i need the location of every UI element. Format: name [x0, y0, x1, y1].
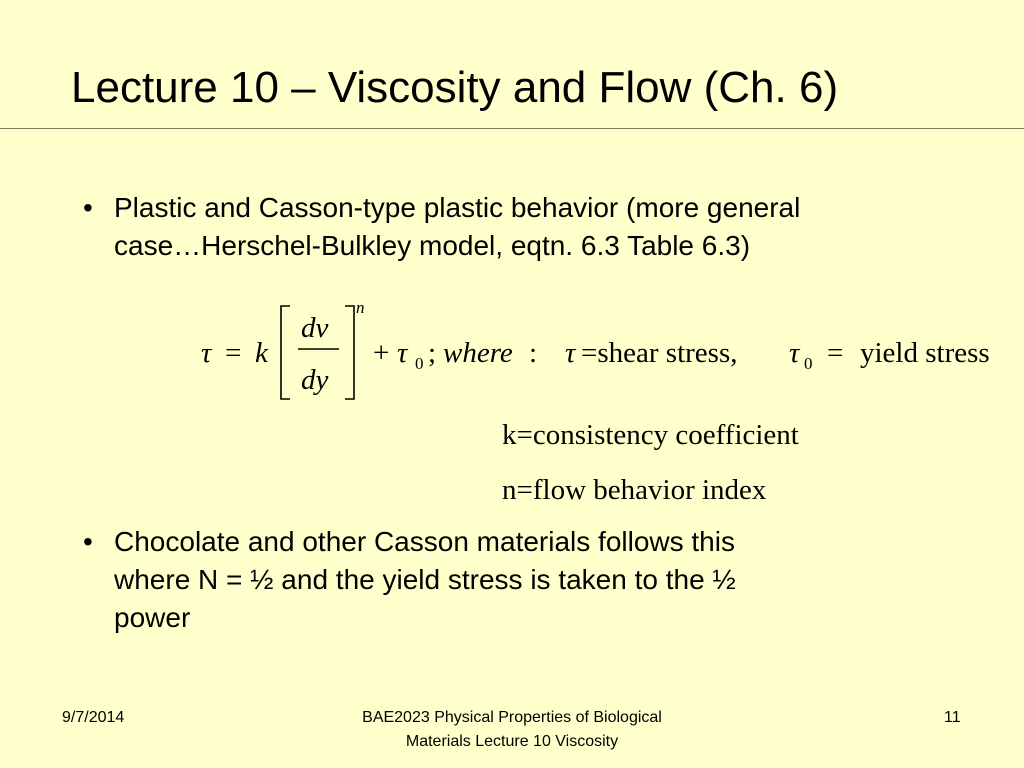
eq-tau0: τ	[397, 337, 408, 369]
right-bracket	[345, 306, 354, 399]
definition-n: n=flow behavior index	[502, 474, 767, 506]
bullet-1-text	[114, 189, 974, 265]
bullet-1-line-1: Plastic and Casson-type plastic behavior (more general	[114, 192, 801, 223]
bullet-2-text	[114, 523, 974, 637]
title-divider	[0, 128, 1024, 129]
eq-semicolon: ;	[428, 337, 437, 369]
bullet-marker: •	[83, 526, 93, 557]
footer-course: BAE2023 Physical Properties of Biological Materials Lecture 10 Viscosity	[362, 709, 662, 750]
footer-page-number: 11	[944, 709, 961, 726]
bullet-2-line-1: Chocolate and other Casson materials follows this	[114, 526, 735, 557]
slide-title: Lecture 10 – Viscosity and Flow (Ch. 6)	[71, 63, 839, 112]
eq-denominator: dy	[301, 364, 329, 396]
eq-tau0-subscript: 0	[415, 354, 424, 373]
eq-tau: τ	[201, 337, 212, 369]
definition-k: k=consistency coefficient	[502, 419, 799, 451]
eq-numerator: dv	[301, 312, 329, 344]
eq-shear-stress: =shear stress,	[581, 337, 738, 369]
eq-tau0-def-subscript: 0	[804, 354, 813, 373]
eq-tau-def: τ	[565, 337, 576, 369]
footer-date: 9/7/2014	[62, 709, 125, 726]
eq-equals: =	[225, 337, 242, 369]
eq-plus: +	[373, 337, 390, 369]
eq-tau0-def: τ	[789, 337, 800, 369]
eq-yield-stress: yield stress	[860, 337, 990, 369]
herschel-bulkley-equation	[195, 295, 1024, 405]
eq-where: where	[443, 337, 513, 369]
eq-exponent: n	[356, 298, 365, 317]
left-bracket	[281, 306, 290, 399]
bullet-2-line-3: power	[114, 602, 191, 633]
eq-colon: :	[529, 337, 538, 369]
bullet-2-line-2: where N = ½ and the yield stress is taken to the ½	[114, 564, 736, 595]
bullet-marker: •	[83, 192, 93, 223]
eq-yield-equals: =	[827, 337, 844, 369]
eq-k: k	[255, 337, 268, 369]
bullet-1-line-2: case…Herschel-Bulkley model, eqtn. 6.3 Table 6.3)	[114, 230, 751, 261]
